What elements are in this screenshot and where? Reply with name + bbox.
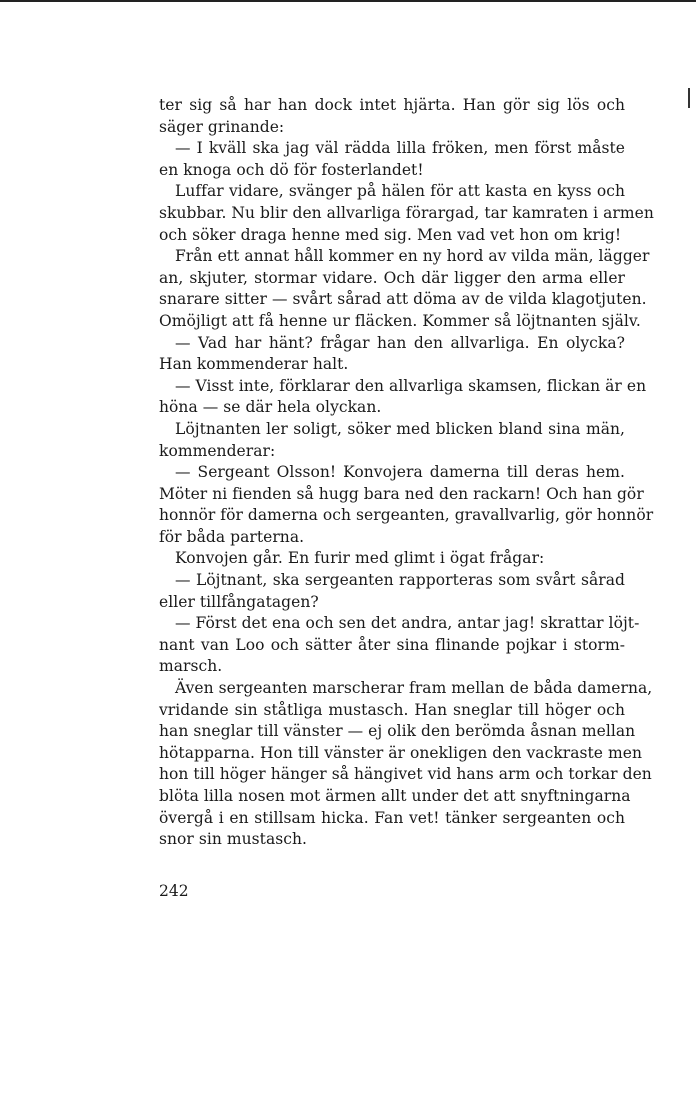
text-line: Luffar vidare, svänger på hälen för att kasta en kyss och	[175, 182, 625, 201]
text-line: snor sin mustasch.	[159, 830, 307, 849]
text-line: hötapparna. Hon till vänster är onekligen den vackraste men	[159, 743, 643, 762]
text-line: för båda parterna.	[159, 527, 305, 546]
text-line: Även sergeanten marscherar fram mellan de båda damerna,	[175, 679, 653, 698]
text-line: snarare sitter — svårt sårad att döma av de vilda klagotjuten.	[159, 290, 647, 309]
text-line: — I kväll ska jag väl rädda lilla fröken, men först måste	[175, 139, 625, 158]
text-line: kommenderar:	[159, 441, 276, 460]
text-line: och söker draga henne med sig. Men vad vet hon om krig!	[159, 225, 622, 244]
text-line: ter sig så har han dock intet hjärta. Han gör sig lös och	[159, 96, 625, 114]
text-line: an, skjuter, stormar vidare. Och där ligger den arma eller	[159, 268, 625, 287]
text-line: Han kommenderar halt.	[159, 355, 349, 374]
page-top-edge	[0, 0, 696, 2]
text-line: marsch.	[159, 657, 223, 676]
text-line: — Sergeant Olsson! Konvojera damerna till deras hem.	[175, 463, 625, 482]
text-line: skubbar. Nu blir den allvarliga förargad, tar kamraten i armen	[159, 203, 654, 222]
text-line: övergå i en stillsam hicka. Fan vet! tänker sergeanten och	[159, 808, 625, 827]
text-line: Löjtnanten ler soligt, söker med blicken bland sina män,	[175, 419, 625, 438]
text-line: — Löjtnant, ska sergeanten rapporteras som svårt sårad	[175, 571, 625, 590]
text-line: vridande sin ståtliga mustasch. Han sneglar till höger och	[159, 700, 625, 719]
text-line: eller tillfångatagen?	[159, 592, 319, 611]
text-line: — Visst inte, förklarar den allvarliga skamsen, flickan är en	[175, 376, 647, 395]
text-line: — Vad har hänt? frågar han den allvarliga. En olycka?	[175, 333, 625, 352]
text-line: honnör för damerna och sergeanten, gravallvarlig, gör honnör	[159, 506, 654, 525]
text-line: — Först det ena och sen det andra, antar jag! skrattar löjt-	[175, 614, 640, 633]
text-line: Från ett annat håll kommer en ny hord av vilda män, lägger	[175, 247, 650, 266]
text-line: blöta lilla nosen mot ärmen allt under det att snyftningarna	[159, 787, 631, 805]
text-line: en knoga och dö för fosterlandet!	[159, 160, 424, 179]
text-line: hon till höger hänger så hängivet vid hans arm och torkar den	[159, 765, 652, 784]
text-line: säger grinande:	[159, 117, 285, 136]
text-line: Möter ni fienden så hugg bara ned den rackarn! Och han gör	[159, 484, 644, 503]
text-line: nant van Loo och sätter åter sina flinande pojkar i storm-	[159, 635, 625, 654]
scan-edge-mark	[688, 88, 690, 108]
text-line: Konvojen går. En furir med glimt i ögat frågar:	[175, 549, 545, 568]
page-number: 242	[159, 882, 189, 900]
text-line: Omöjligt att få henne ur fläcken. Kommer så löjtnanten själv.	[159, 311, 641, 330]
text-line: höna — se där hela olyckan.	[159, 398, 382, 417]
text-line: han sneglar till vänster — ej olik den berömda åsnan mellan	[159, 722, 636, 741]
body-text	[159, 95, 654, 851]
